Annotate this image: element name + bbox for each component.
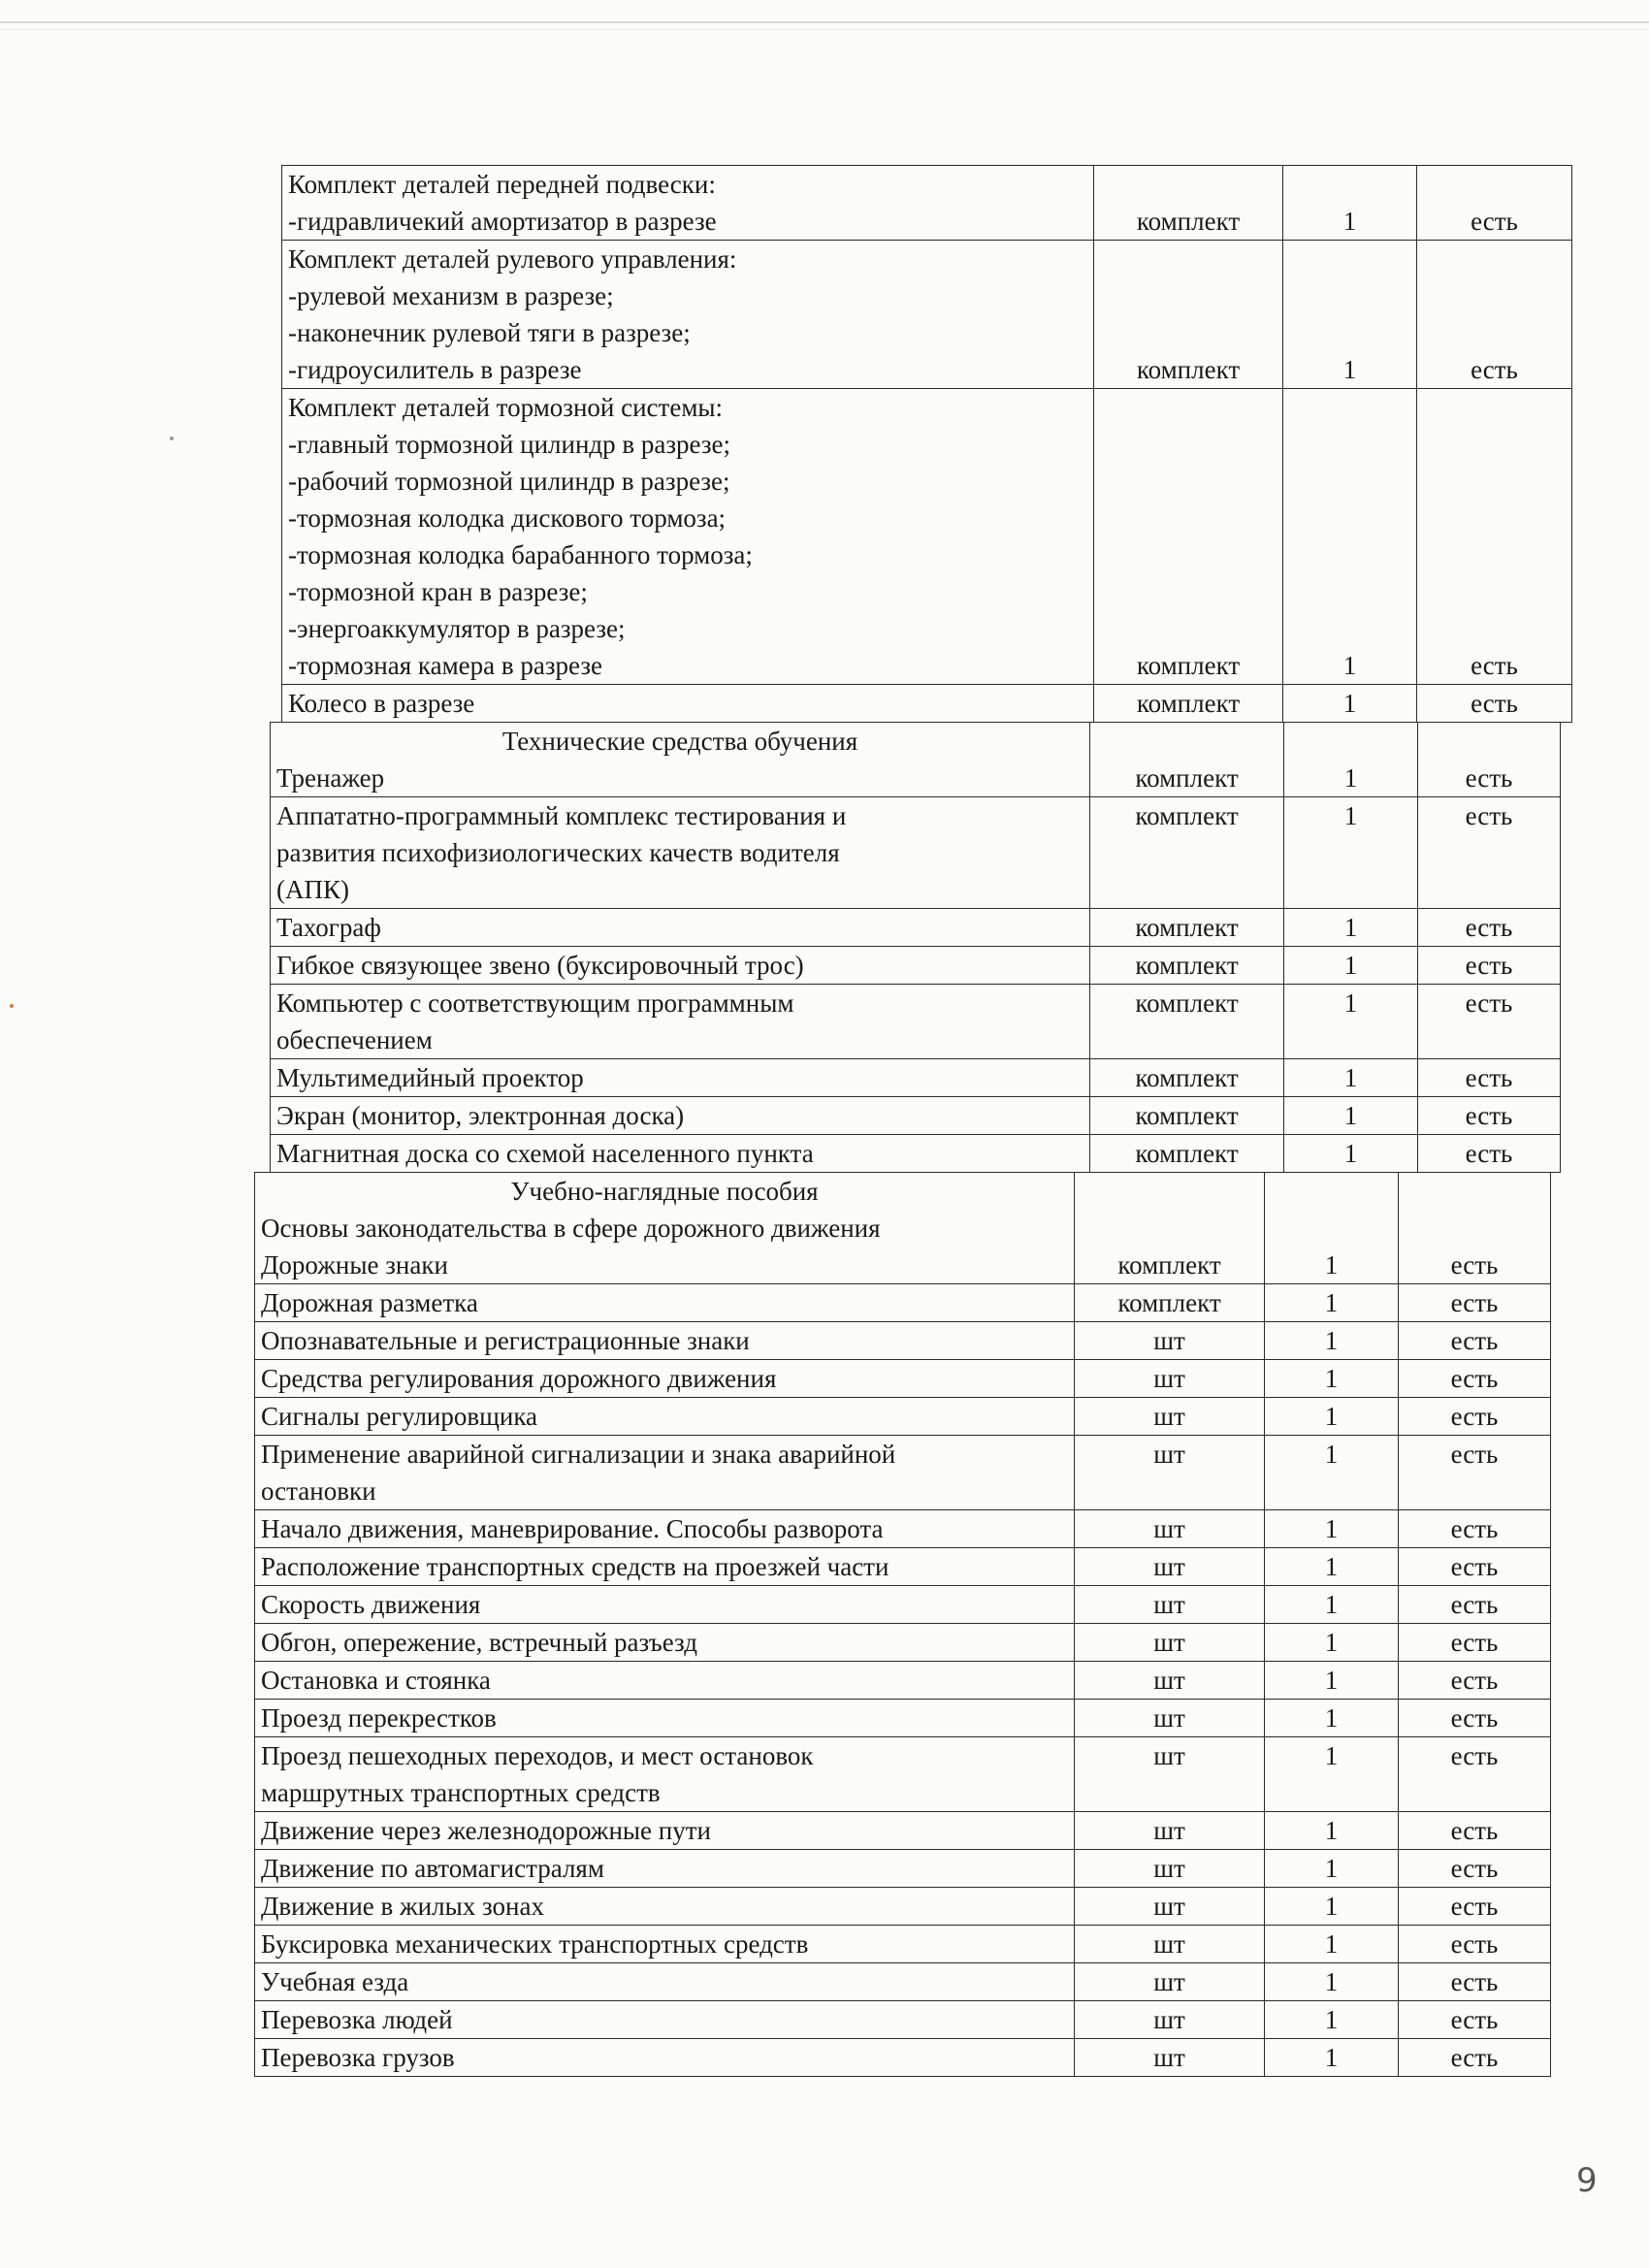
unit-cell: комплект xyxy=(1075,1173,1265,1284)
item-name-line: -тормозная колодка барабанного тормоза; xyxy=(288,540,753,569)
item-name-line: Расположение транспортных средств на проезжей части xyxy=(261,1552,889,1581)
availability-cell: есть xyxy=(1418,797,1561,909)
availability-cell: есть xyxy=(1418,1059,1561,1097)
item-name-line: Мультимедийный проектор xyxy=(276,1063,584,1092)
quantity-cell: 1 xyxy=(1265,1963,1399,2001)
quantity-cell: 1 xyxy=(1265,1624,1399,1662)
scan-speck xyxy=(10,1004,14,1008)
item-name-cell xyxy=(255,1662,1075,1700)
item-name-cell xyxy=(282,685,1094,723)
quantity-cell: 1 xyxy=(1265,1322,1399,1360)
item-name-line: Средства регулирования дорожного движения xyxy=(261,1364,777,1393)
item-name-cell xyxy=(255,1510,1075,1548)
table-row xyxy=(255,1963,1551,2001)
item-name-cell xyxy=(271,1059,1090,1097)
unit-cell: шт xyxy=(1075,1926,1265,1963)
quantity-cell: 1 xyxy=(1284,947,1418,985)
availability-cell: есть xyxy=(1399,1173,1551,1284)
unit-cell: шт xyxy=(1075,1662,1265,1700)
item-name-line: -энергоаккумулятор в разрезе; xyxy=(288,614,626,643)
quantity-cell: 1 xyxy=(1283,241,1417,389)
item-name-cell xyxy=(255,1888,1075,1926)
availability-cell: есть xyxy=(1399,1624,1551,1662)
item-name-cell xyxy=(271,1135,1090,1173)
availability-cell: есть xyxy=(1418,723,1561,797)
quantity-cell: 1 xyxy=(1265,1926,1399,1963)
item-name-cell xyxy=(255,1284,1075,1322)
section-heading: Технические средства обучения xyxy=(501,727,858,756)
table-row xyxy=(255,1436,1551,1510)
item-name-line: Комплект деталей рулевого управления: xyxy=(288,244,737,274)
availability-cell: есть xyxy=(1399,1322,1551,1360)
item-name-cell xyxy=(282,166,1094,241)
item-name-cell xyxy=(255,1737,1075,1812)
quantity-cell: 1 xyxy=(1265,1586,1399,1624)
item-name-line: Скорость движения xyxy=(261,1590,481,1619)
table-row xyxy=(282,241,1572,389)
item-name-line: Буксировка механических транспортных средств xyxy=(261,1929,809,1959)
table-row xyxy=(255,1510,1551,1548)
item-name-cell xyxy=(255,1398,1075,1436)
unit-cell: комплект xyxy=(1090,985,1284,1059)
item-name-line: Перевозка грузов xyxy=(261,2043,455,2072)
table-row xyxy=(255,1662,1551,1700)
item-name-line: развития психофизиологических качеств водителя xyxy=(276,838,840,867)
item-name-line: Обгон, опережение, встречный разъезд xyxy=(261,1628,697,1657)
unit-cell: шт xyxy=(1075,1586,1265,1624)
availability-cell: есть xyxy=(1399,1737,1551,1812)
unit-cell: комплект xyxy=(1090,723,1284,797)
quantity-cell: 1 xyxy=(1265,1888,1399,1926)
scan-speck xyxy=(170,437,174,440)
item-name-cell xyxy=(255,1850,1075,1888)
item-name-line: -наконечник рулевой тяги в разрезе; xyxy=(288,318,691,347)
quantity-cell: 1 xyxy=(1284,797,1418,909)
availability-cell: есть xyxy=(1399,1510,1551,1548)
item-name-line: -рулевой механизм в разрезе; xyxy=(288,281,614,310)
table-row xyxy=(271,723,1561,797)
unit-cell: комплект xyxy=(1090,1135,1284,1173)
quantity-cell: 1 xyxy=(1265,1737,1399,1812)
availability-cell: есть xyxy=(1418,909,1561,947)
availability-cell: есть xyxy=(1418,985,1561,1059)
quantity-cell: 1 xyxy=(1265,1284,1399,1322)
unit-cell: шт xyxy=(1075,1737,1265,1812)
page-number: 9 xyxy=(1576,2161,1598,2200)
availability-cell: есть xyxy=(1418,947,1561,985)
item-name-line: Колесо в разрезе xyxy=(288,689,475,718)
unit-cell: шт xyxy=(1075,1322,1265,1360)
unit-cell: комплект xyxy=(1094,389,1283,685)
availability-cell: есть xyxy=(1399,2039,1551,2077)
item-name-line: Опознавательные и регистрационные знаки xyxy=(261,1326,750,1355)
scan-edge-line xyxy=(0,21,1649,23)
item-name-line: обеспечением xyxy=(276,1025,433,1054)
item-name-cell xyxy=(282,241,1094,389)
quantity-cell: 1 xyxy=(1265,1662,1399,1700)
quantity-cell: 1 xyxy=(1283,685,1417,723)
item-name-cell xyxy=(255,1360,1075,1398)
availability-cell: есть xyxy=(1399,1548,1551,1586)
item-name-line: Тренажер xyxy=(276,763,385,793)
item-name-line: Движение в жилых зонах xyxy=(261,1892,544,1921)
item-name-line: Движение через железнодорожные пути xyxy=(261,1816,711,1845)
equipment-table-part3 xyxy=(254,1172,1551,2077)
equipment-table-part1 xyxy=(281,165,1572,723)
unit-cell: шт xyxy=(1075,1963,1265,2001)
table-row xyxy=(255,1624,1551,1662)
item-name-cell xyxy=(271,723,1090,797)
table-row xyxy=(271,909,1561,947)
item-name-cell xyxy=(255,1173,1075,1284)
item-name-line: Дорожные знаки xyxy=(261,1250,448,1280)
availability-cell: есть xyxy=(1399,1436,1551,1510)
item-name-cell xyxy=(255,1812,1075,1850)
availability-cell: есть xyxy=(1399,1888,1551,1926)
subsection-heading: Основы законодательства в сфере дорожного движения xyxy=(261,1214,881,1243)
quantity-cell: 1 xyxy=(1265,2039,1399,2077)
item-name-line: Тахограф xyxy=(276,913,381,942)
availability-cell: есть xyxy=(1399,1284,1551,1322)
availability-cell: есть xyxy=(1417,166,1572,241)
item-name-line: -тормозной кран в разрезе; xyxy=(288,577,588,606)
availability-cell: есть xyxy=(1399,1586,1551,1624)
item-name-line: -тормозная колодка дискового тормоза; xyxy=(288,503,727,533)
unit-cell: комплект xyxy=(1090,947,1284,985)
item-name-line: -гидроусилитель в разрезе xyxy=(288,355,582,384)
quantity-cell: 1 xyxy=(1284,909,1418,947)
item-name-cell xyxy=(255,1963,1075,2001)
item-name-line: Применение аварийной сигнализации и знака аварийной xyxy=(261,1440,896,1469)
item-name-line: (АПК) xyxy=(276,875,349,904)
item-name-cell xyxy=(255,2001,1075,2039)
item-name-line: остановки xyxy=(261,1476,376,1506)
table-row xyxy=(255,1586,1551,1624)
availability-cell: есть xyxy=(1417,685,1572,723)
availability-cell: есть xyxy=(1418,1097,1561,1135)
unit-cell: комплект xyxy=(1090,909,1284,947)
table-row xyxy=(255,1700,1551,1737)
quantity-cell: 1 xyxy=(1265,1812,1399,1850)
item-name-line: -гидравличекий амортизатор в разрезе xyxy=(288,207,717,236)
table-row xyxy=(255,1888,1551,1926)
equipment-table-part2 xyxy=(270,722,1561,1173)
item-name-cell xyxy=(255,1436,1075,1510)
item-name-cell xyxy=(271,947,1090,985)
unit-cell: комплект xyxy=(1094,241,1283,389)
unit-cell: комплект xyxy=(1090,1097,1284,1135)
table-row xyxy=(271,1097,1561,1135)
table-row xyxy=(271,797,1561,909)
quantity-cell: 1 xyxy=(1265,2001,1399,2039)
item-name-line: Аппататно-программный комплекс тестирования и xyxy=(276,801,847,830)
item-name-cell xyxy=(271,985,1090,1059)
unit-cell: шт xyxy=(1075,1888,1265,1926)
unit-cell: комплект xyxy=(1090,1059,1284,1097)
quantity-cell: 1 xyxy=(1265,1850,1399,1888)
item-name-line: Проезд пешеходных переходов, и мест остановок xyxy=(261,1741,814,1770)
item-name-cell xyxy=(255,1624,1075,1662)
table-row xyxy=(271,1059,1561,1097)
table-row xyxy=(282,166,1572,241)
quantity-cell: 1 xyxy=(1265,1436,1399,1510)
table-row xyxy=(255,1812,1551,1850)
table-row xyxy=(282,685,1572,723)
quantity-cell: 1 xyxy=(1283,389,1417,685)
unit-cell: шт xyxy=(1075,2039,1265,2077)
table-row xyxy=(255,1548,1551,1586)
item-name-cell xyxy=(271,1097,1090,1135)
table-row xyxy=(255,2001,1551,2039)
unit-cell: шт xyxy=(1075,1700,1265,1737)
availability-cell: есть xyxy=(1418,1135,1561,1173)
unit-cell: комплект xyxy=(1075,1284,1265,1322)
item-name-cell xyxy=(271,909,1090,947)
item-name-cell xyxy=(255,1548,1075,1586)
item-name-line: Начало движения, маневрирование. Способы разворота xyxy=(261,1514,884,1543)
availability-cell: есть xyxy=(1399,1360,1551,1398)
unit-cell: комплект xyxy=(1094,685,1283,723)
table-row xyxy=(271,947,1561,985)
availability-cell: есть xyxy=(1399,1700,1551,1737)
quantity-cell: 1 xyxy=(1265,1173,1399,1284)
item-name-line: Сигналы регулировщика xyxy=(261,1402,538,1431)
item-name-cell xyxy=(271,797,1090,909)
scan-edge-line xyxy=(0,29,1649,30)
table-row xyxy=(255,1926,1551,1963)
item-name-cell xyxy=(255,2039,1075,2077)
availability-cell: есть xyxy=(1417,389,1572,685)
unit-cell: шт xyxy=(1075,1850,1265,1888)
quantity-cell: 1 xyxy=(1265,1360,1399,1398)
item-name-line: Экран (монитор, электронная доска) xyxy=(276,1101,685,1130)
item-name-line: -тормозная камера в разрезе xyxy=(288,651,602,680)
table-row xyxy=(282,389,1572,685)
item-name-cell xyxy=(282,389,1094,685)
unit-cell: комплект xyxy=(1094,166,1283,241)
section-heading: Учебно-наглядные пособия xyxy=(510,1177,819,1206)
table-row xyxy=(255,2039,1551,2077)
table-row xyxy=(255,1322,1551,1360)
item-name-cell xyxy=(255,1322,1075,1360)
quantity-cell: 1 xyxy=(1283,166,1417,241)
item-name-line: маршрутных транспортных средств xyxy=(261,1778,661,1807)
availability-cell: есть xyxy=(1399,2001,1551,2039)
item-name-line: Комплект деталей тормозной системы: xyxy=(288,393,724,422)
quantity-cell: 1 xyxy=(1265,1398,1399,1436)
unit-cell: шт xyxy=(1075,1812,1265,1850)
item-name-line: Дорожная разметка xyxy=(261,1288,478,1317)
item-name-cell xyxy=(255,1926,1075,1963)
availability-cell: есть xyxy=(1399,1812,1551,1850)
item-name-line: Перевозка людей xyxy=(261,2005,453,2034)
item-name-line: Остановка и стоянка xyxy=(261,1666,491,1695)
item-name-line: Магнитная доска со схемой населенного пункта xyxy=(276,1139,814,1168)
availability-cell: есть xyxy=(1417,241,1572,389)
quantity-cell: 1 xyxy=(1284,985,1418,1059)
quantity-cell: 1 xyxy=(1284,1097,1418,1135)
availability-cell: есть xyxy=(1399,1926,1551,1963)
table-row xyxy=(255,1398,1551,1436)
quantity-cell: 1 xyxy=(1265,1510,1399,1548)
table-row xyxy=(271,985,1561,1059)
unit-cell: шт xyxy=(1075,1548,1265,1586)
item-name-line: Комплект деталей передней подвески: xyxy=(288,170,716,199)
item-name-line: -главный тормозной цилиндр в разрезе; xyxy=(288,430,730,459)
item-name-line: Движение по автомагистралям xyxy=(261,1854,604,1883)
availability-cell: есть xyxy=(1399,1963,1551,2001)
quantity-cell: 1 xyxy=(1284,1059,1418,1097)
availability-cell: есть xyxy=(1399,1850,1551,1888)
unit-cell: шт xyxy=(1075,1510,1265,1548)
item-name-line: Компьютер с соответствующим программным xyxy=(276,988,794,1018)
unit-cell: шт xyxy=(1075,2001,1265,2039)
availability-cell: есть xyxy=(1399,1398,1551,1436)
unit-cell: шт xyxy=(1075,1436,1265,1510)
unit-cell: шт xyxy=(1075,1624,1265,1662)
table-row xyxy=(255,1360,1551,1398)
item-name-line: Гибкое связующее звено (буксировочный трос) xyxy=(276,951,804,980)
item-name-cell xyxy=(255,1586,1075,1624)
table-row xyxy=(255,1284,1551,1322)
item-name-line: Проезд перекрестков xyxy=(261,1703,497,1733)
unit-cell: шт xyxy=(1075,1398,1265,1436)
table-row xyxy=(255,1737,1551,1812)
table-row xyxy=(255,1173,1551,1284)
unit-cell: комплект xyxy=(1090,797,1284,909)
item-name-line: -рабочий тормозной цилиндр в разрезе; xyxy=(288,467,730,496)
quantity-cell: 1 xyxy=(1265,1700,1399,1737)
quantity-cell: 1 xyxy=(1284,723,1418,797)
unit-cell: шт xyxy=(1075,1360,1265,1398)
item-name-cell xyxy=(255,1700,1075,1737)
quantity-cell: 1 xyxy=(1284,1135,1418,1173)
quantity-cell: 1 xyxy=(1265,1548,1399,1586)
table-row xyxy=(271,1135,1561,1173)
item-name-line: Учебная езда xyxy=(261,1967,409,1996)
table-row xyxy=(255,1850,1551,1888)
availability-cell: есть xyxy=(1399,1662,1551,1700)
